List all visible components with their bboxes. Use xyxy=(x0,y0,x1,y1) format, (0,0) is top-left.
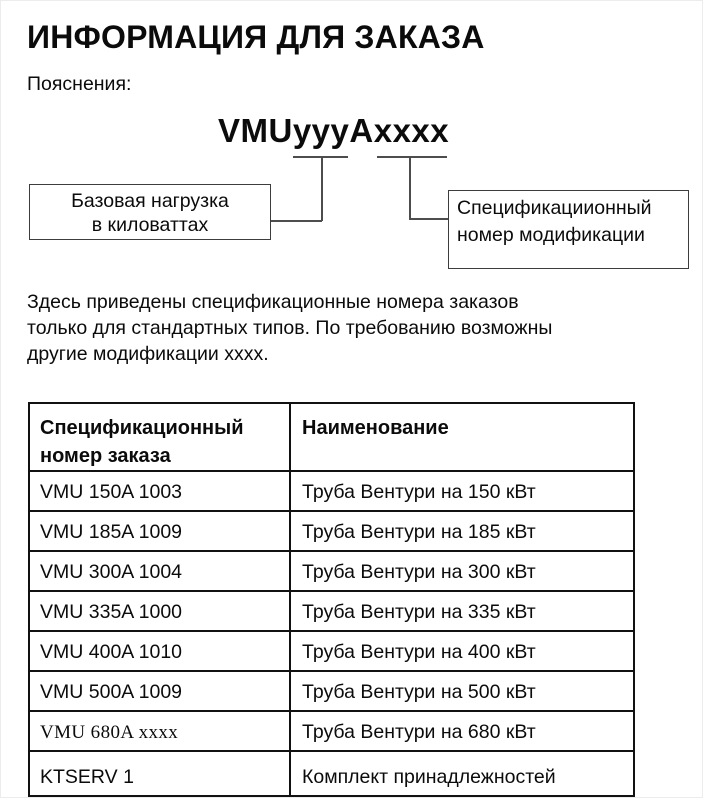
base-load-line-1: Базовая нагрузка xyxy=(71,190,229,212)
intro-line-2: только для стандартных типов. По требованию возможны xyxy=(27,317,553,339)
order-number-cell: VMU 300A 1004 xyxy=(29,551,290,591)
table-row xyxy=(29,671,634,711)
table-row xyxy=(29,591,634,631)
base-load-line-2: в киловаттах xyxy=(91,214,209,236)
name-cell: Труба Вентури на 185 кВт xyxy=(290,511,634,551)
order-number-cell: VMU 185A 1009 xyxy=(29,511,290,551)
name-cell: Труба Вентури на 400 кВт xyxy=(290,631,634,671)
modification-number-callout xyxy=(448,190,689,269)
order-table-grid xyxy=(28,402,635,797)
name-cell: Комплект принадлежностей xyxy=(290,751,634,796)
table-row xyxy=(29,631,634,671)
model-code: VMUyyyAxxxx xyxy=(218,112,450,149)
intro-line-3: другие модификации xxxx. xyxy=(27,343,269,365)
base-load-callout xyxy=(29,184,271,240)
table-header-row xyxy=(29,403,634,471)
order-number-cell: VMU 400A 1010 xyxy=(29,631,290,671)
table-row xyxy=(29,511,634,551)
connector-vertical-left xyxy=(321,156,323,221)
name-cell: Труба Вентури на 300 кВт xyxy=(290,551,634,591)
order-number-cell: VMU 500A 1009 xyxy=(29,671,290,711)
header-name: Наименование xyxy=(290,403,634,471)
order-number-cell: VMU 150A 1003 xyxy=(29,471,290,511)
order-number-cell: VMU 335A 1000 xyxy=(29,591,290,631)
table-row xyxy=(29,751,634,796)
name-cell: Труба Вентури на 680 кВт xyxy=(290,711,634,751)
table-row xyxy=(29,711,634,751)
modification-line-1: Спецификациионный xyxy=(457,197,652,219)
name-cell: Труба Вентури на 335 кВт xyxy=(290,591,634,631)
page-title: ИНФОРМАЦИЯ ДЛЯ ЗАКАЗА xyxy=(27,19,485,55)
order-table xyxy=(28,402,635,797)
intro-line-1: Здесь приведены спецификационные номера заказов xyxy=(27,291,519,313)
intro-paragraph xyxy=(27,289,552,367)
table-row xyxy=(29,471,634,511)
order-number-cell: KTSERV 1 xyxy=(29,751,290,796)
connector-horizontal-left xyxy=(271,220,322,222)
explanations-label: Пояснения: xyxy=(27,73,132,95)
modification-line-2: номер модификации xyxy=(457,224,645,246)
connector-horizontal-right xyxy=(409,218,449,220)
name-cell: Труба Вентури на 500 кВт xyxy=(290,671,634,711)
header-order-number: Спецификационный номер заказа xyxy=(29,403,290,471)
table-row xyxy=(29,551,634,591)
code-underline-xxxx xyxy=(377,156,447,158)
connector-vertical-right xyxy=(409,156,411,219)
name-cell: Труба Вентури на 150 кВт xyxy=(290,471,634,511)
order-number-cell: VMU 680A xxxx xyxy=(29,711,290,751)
